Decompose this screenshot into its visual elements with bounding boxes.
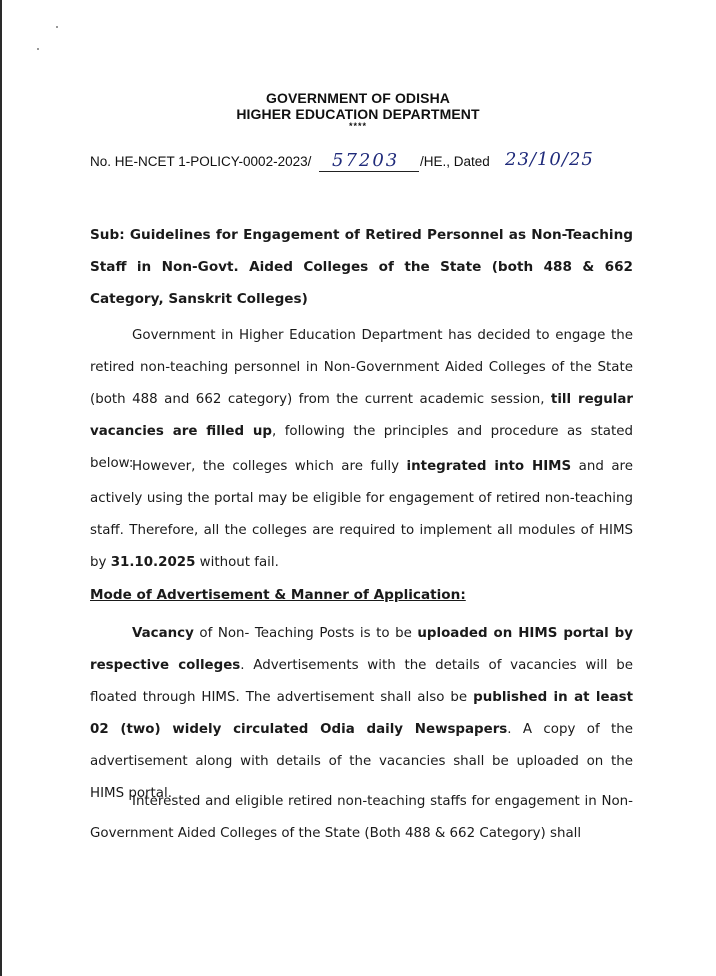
letterhead-department: HIGHER EDUCATION DEPARTMENT bbox=[236, 106, 480, 122]
handwritten-letter-number: 57203 bbox=[332, 150, 400, 171]
letterhead-stars: **** bbox=[348, 121, 367, 131]
scan-edge bbox=[0, 0, 2, 976]
subject-line: Sub: Guidelines for Engagement of Retired Personnel as Non-Teaching Staff in Non-Govt. Aided Colleges of the State (both 488 & 662 Category, Sanskrit Colleges) bbox=[90, 227, 633, 307]
paragraph-hims-integration: However, the colleges which are fully integrated into HIMS and are actively using the portal may be eligible for engagement of retired non-teaching staff. Therefore, all the colleges are required to implement all modules of HIMS by 31.10.2025 without fail. bbox=[90, 459, 633, 570]
reference-suffix: /HE., Dated bbox=[420, 154, 490, 169]
scan-speck bbox=[37, 48, 39, 50]
paragraph-engagement-decision: Government in Higher Education Department has decided to engage the retired non-teaching personnel in Non-Government Aided Colleges of the State (both 488 and 662 category) from the current academic session, till regular vacancies are filled up, following the principles and procedure as stated below: bbox=[90, 328, 633, 471]
paragraph-vacancy-advertisement: Vacancy of Non- Teaching Posts is to be uploaded on HIMS portal by respective colleges. Advertisements with the details of vacancies will be floated through HIMS. The advertisement shall also be published in at least 02 (two) widely circulated Odia daily Newspapers. A copy of the advertisement along with details of the vacancies shall be uploaded on the HIMS portal. bbox=[90, 626, 634, 801]
scan-speck bbox=[56, 26, 58, 28]
paragraph-eligible-applicants: Interested and eligible retired non-teaching staffs for engagement in Non-Government Aided Colleges of the State (Both 488 & 662 Category) shall bbox=[90, 794, 633, 841]
letter-number-underline bbox=[319, 171, 419, 172]
handwritten-date: 23/10/25 bbox=[505, 149, 594, 170]
letterhead-government: GOVERNMENT OF ODISHA bbox=[265, 90, 450, 106]
section-heading-advertisement: Mode of Advertisement & Manner of Application: bbox=[90, 587, 466, 603]
reference-prefix: No. HE-NCET 1-POLICY-0002-2023/ bbox=[90, 154, 312, 169]
